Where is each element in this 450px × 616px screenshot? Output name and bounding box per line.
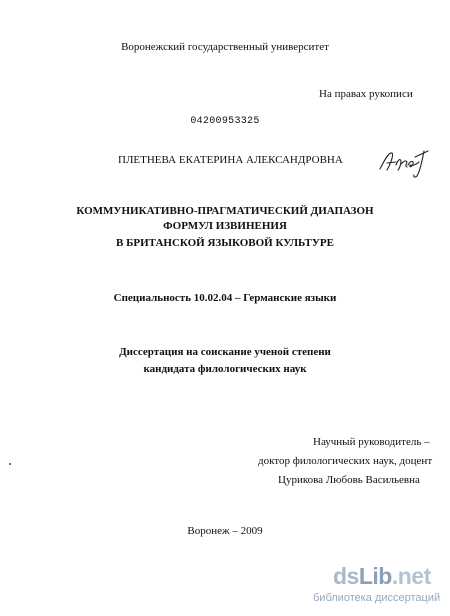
degree-line-2: кандидата филологических наук bbox=[143, 363, 307, 375]
supervisor-name: Цурикова Любовь Васильевна bbox=[278, 474, 420, 486]
logo-part-ds: ds bbox=[333, 563, 359, 589]
supervisor-role: Научный руководитель – bbox=[313, 436, 430, 448]
scan-speck bbox=[9, 463, 11, 465]
logo-part-net: .net bbox=[391, 563, 431, 589]
handwritten-signature bbox=[377, 143, 437, 179]
watermark-caption: библиотека диссертаций bbox=[313, 592, 441, 604]
university-name: Воронежский государственный университет bbox=[121, 41, 329, 53]
city-year: Воронеж – 2009 bbox=[187, 525, 263, 537]
author-name: ПЛЕТНЕВА ЕКАТЕРИНА АЛЕКСАНДРОВНА bbox=[118, 154, 343, 166]
specialty-line: Специальность 10.02.04 – Германские языки bbox=[113, 292, 337, 304]
dissertation-title-line-2: ФОРМУЛ ИЗВИНЕНИЯ bbox=[163, 220, 287, 232]
rights-notice: На правах рукописи bbox=[319, 88, 413, 100]
degree-line-1: Диссертация на соискание ученой степени bbox=[119, 346, 331, 358]
dissertation-title-line-1: КОММУНИКАТИВНО-ПРАГМАТИЧЕСКИЙ ДИАПАЗОН bbox=[76, 205, 374, 217]
supervisor-degree: доктор филологических наук, доцент bbox=[258, 455, 433, 467]
dslib-watermark[interactable] bbox=[313, 565, 443, 611]
document-code: 04200953325 bbox=[190, 116, 260, 127]
dslib-logo bbox=[333, 565, 431, 588]
logo-part-lib: Lib bbox=[358, 563, 392, 589]
dissertation-title-line-3: В БРИТАНСКОЙ ЯЗЫКОВОЙ КУЛЬТУРЕ bbox=[116, 237, 334, 249]
